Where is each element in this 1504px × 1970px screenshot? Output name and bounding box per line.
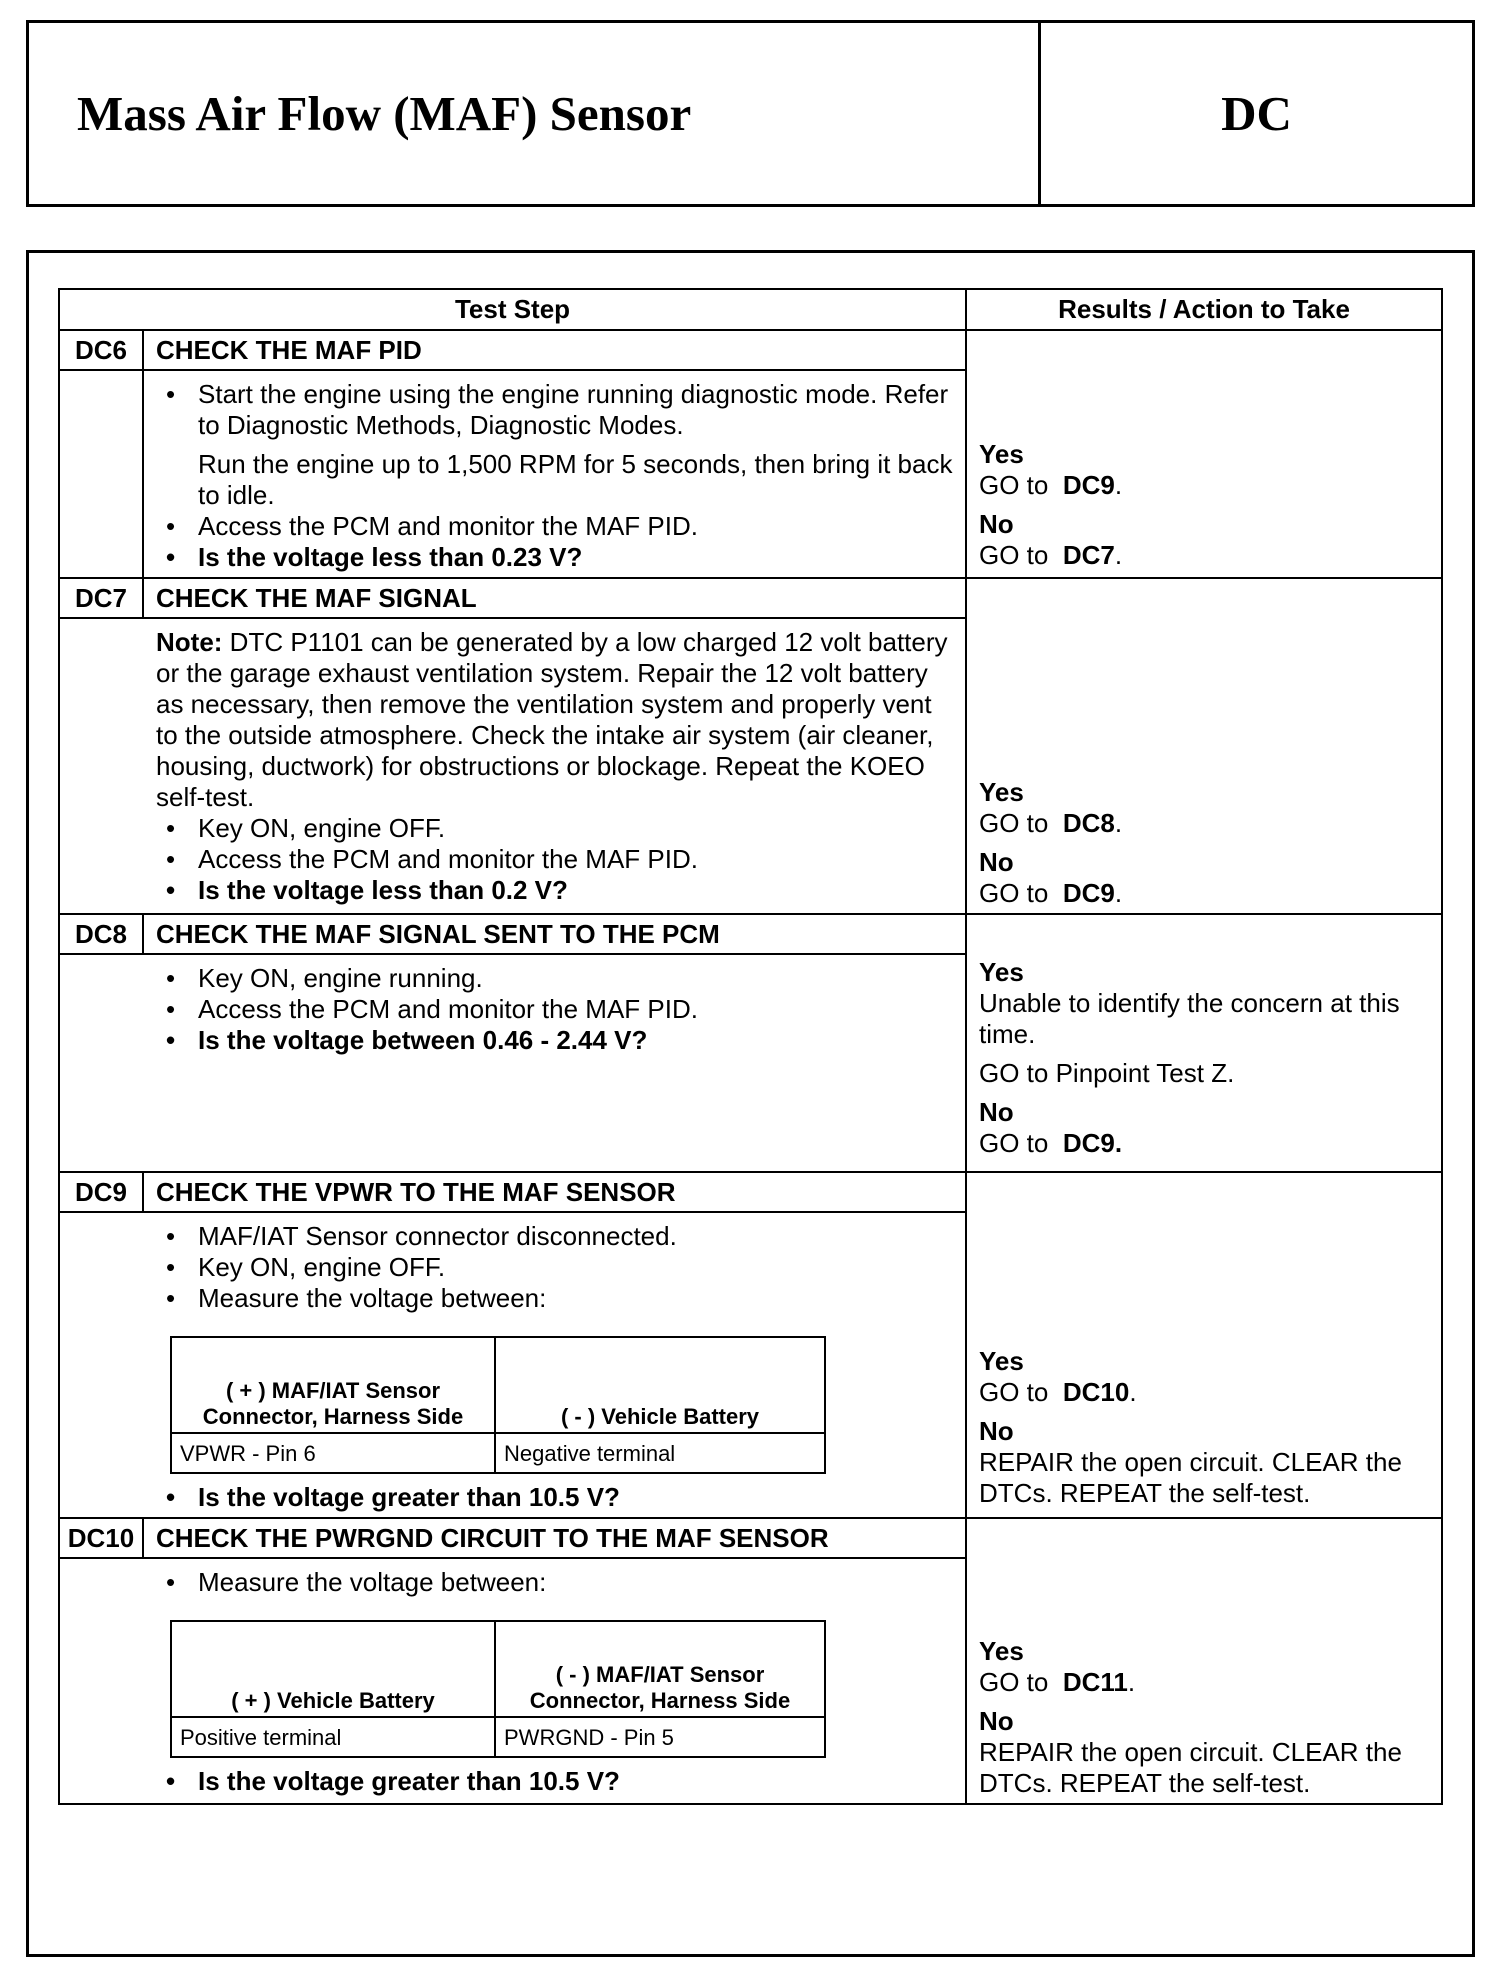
no-label: No — [979, 1706, 1014, 1736]
yes-label: Yes — [979, 777, 1024, 807]
step-result: Yes GO to DC9. No GO to DC7. — [966, 330, 1442, 578]
measurement-table — [170, 1336, 826, 1474]
step-title: CHECK THE PWRGND CIRCUIT TO THE MAF SENSOR — [143, 1518, 966, 1558]
go-to-text: GO to — [979, 470, 1049, 500]
go-to-target: DC9 — [1062, 470, 1115, 500]
bullet-item: • Access the PCM and monitor the MAF PID. — [156, 994, 953, 1025]
step-title-row — [59, 578, 1442, 618]
go-to-text: GO to — [979, 878, 1049, 908]
step-result: Yes GO to DC10. No REPAIR the open circuit. CLEAR the DTCs. REPEAT the self-test. — [966, 1172, 1442, 1518]
no-label: No — [979, 1416, 1014, 1446]
bullet-question: • Is the voltage less than 0.23 V? — [156, 542, 953, 573]
step-body — [143, 370, 966, 578]
step-id: DC7 — [59, 578, 143, 618]
go-to-target: DC9. — [1062, 1128, 1123, 1158]
step-id: DC9 — [59, 1172, 143, 1212]
measurement-table — [170, 1620, 826, 1758]
go-to-text: GO to — [979, 540, 1049, 570]
go-to-text: GO to — [979, 1128, 1049, 1158]
result-text: REPAIR the open circuit. CLEAR the DTCs. REPEAT the self-test. — [979, 1447, 1402, 1508]
bullet-item: • Measure the voltage between: — [156, 1567, 953, 1598]
go-to-text: GO to — [979, 1667, 1049, 1697]
measurement-header-positive: ( + ) MAF/IAT Sensor Connector, Harness Side — [171, 1337, 495, 1433]
step-body — [59, 618, 966, 914]
bullet-item: • Access the PCM and monitor the MAF PID. — [156, 511, 953, 542]
bullet-item: • Access the PCM and monitor the MAF PID. — [156, 844, 953, 875]
go-to-target: DC10 — [1062, 1377, 1130, 1407]
bullet-item: • Key ON, engine OFF. — [156, 1252, 953, 1283]
step-id: DC8 — [59, 914, 143, 954]
table-header-row — [59, 289, 1442, 330]
bullet-item: • MAF/IAT Sensor connector disconnected. — [156, 1221, 953, 1252]
bullet-question: • Is the voltage greater than 10.5 V? — [156, 1766, 953, 1797]
result-text: REPAIR the open circuit. CLEAR the DTCs. REPEAT the self-test. — [979, 1737, 1402, 1798]
no-label: No — [979, 509, 1014, 539]
step-title: CHECK THE VPWR TO THE MAF SENSOR — [143, 1172, 966, 1212]
note-label: Note: — [156, 627, 223, 657]
step-body — [59, 1558, 966, 1804]
step-result: Yes GO to DC11. No REPAIR the open circuit. CLEAR the DTCs. REPEAT the self-test. — [966, 1518, 1442, 1804]
measurement-header-negative: ( - ) Vehicle Battery — [495, 1337, 825, 1433]
step-title: CHECK THE MAF SIGNAL SENT TO THE PCM — [143, 914, 966, 954]
bullet-item: • Measure the voltage between: — [156, 1283, 953, 1314]
measurement-header-positive: ( + ) Vehicle Battery — [171, 1621, 495, 1717]
step-title-row — [59, 914, 1442, 954]
step-title: CHECK THE MAF PID — [143, 330, 966, 370]
go-to-text: GO to — [979, 1377, 1049, 1407]
go-to-target: DC7 — [1062, 540, 1115, 570]
yes-label: Yes — [979, 1636, 1024, 1666]
go-to-target: DC11 — [1062, 1667, 1128, 1697]
go-to-target: DC8 — [1062, 808, 1115, 838]
yes-label: Yes — [979, 439, 1024, 469]
note — [156, 627, 953, 813]
step-title-row — [59, 1172, 1442, 1212]
step-id: DC6 — [59, 330, 143, 370]
test-step-table — [58, 288, 1443, 1805]
no-label: No — [979, 847, 1014, 877]
result-text: Unable to identify the concern at this time. — [979, 988, 1400, 1049]
bullet-question: • Is the voltage greater than 10.5 V? — [156, 1482, 953, 1513]
step-title-row — [59, 330, 1442, 370]
step-id: DC10 — [59, 1518, 143, 1558]
col-header-test-step: Test Step — [59, 289, 966, 330]
section-code: DC — [1221, 86, 1292, 141]
yes-label: Yes — [979, 957, 1024, 987]
step-title: CHECK THE MAF SIGNAL — [143, 578, 966, 618]
note-text: DTC P1101 can be generated by a low charged 12 volt battery or the garage exhaust ventilation system. Repair the 12 volt battery as necessary, then remove the ventilation system and properly vent to the outside atmosphere. Check the intake air system (air cleaner, housing, ductwork) for obstructions or blockage. Repeat the KOEO self-test. — [156, 627, 948, 812]
measurement-cell: Positive terminal — [171, 1717, 495, 1757]
col-header-results: Results / Action to Take — [966, 289, 1442, 330]
measurement-cell: Negative terminal — [495, 1433, 825, 1473]
step-result: Yes GO to DC8. No GO to DC9. — [966, 578, 1442, 914]
bullet-item: • Start the engine using the engine running diagnostic mode. Refer to Diagnostic Methods, Diagnostic Modes. — [156, 379, 953, 441]
bullet-question: • Is the voltage less than 0.2 V? — [156, 875, 953, 906]
step-body — [59, 954, 966, 1172]
bullet-item: • Key ON, engine running. — [156, 963, 953, 994]
step-body — [59, 1212, 966, 1518]
page-header — [26, 20, 1475, 207]
step-title-row — [59, 1518, 1442, 1558]
go-to-text: GO to — [979, 808, 1049, 838]
bullet-question: • Is the voltage between 0.46 - 2.44 V? — [156, 1025, 953, 1056]
measurement-header-negative: ( - ) MAF/IAT Sensor Connector, Harness Side — [495, 1621, 825, 1717]
measurement-cell: VPWR - Pin 6 — [171, 1433, 495, 1473]
step-result — [966, 914, 1442, 1172]
go-to-text: GO to Pinpoint Test Z. — [979, 1058, 1235, 1088]
measurement-cell: PWRGND - Pin 5 — [495, 1717, 825, 1757]
page-title: Mass Air Flow (MAF) Sensor — [29, 23, 1041, 204]
bullet-continuation: Run the engine up to 1,500 RPM for 5 seconds, then bring it back to idle. — [198, 449, 953, 510]
yes-label: Yes — [979, 1346, 1024, 1376]
go-to-target: DC9 — [1062, 878, 1115, 908]
bullet-item: • Key ON, engine OFF. — [156, 813, 953, 844]
no-label: No — [979, 1097, 1014, 1127]
